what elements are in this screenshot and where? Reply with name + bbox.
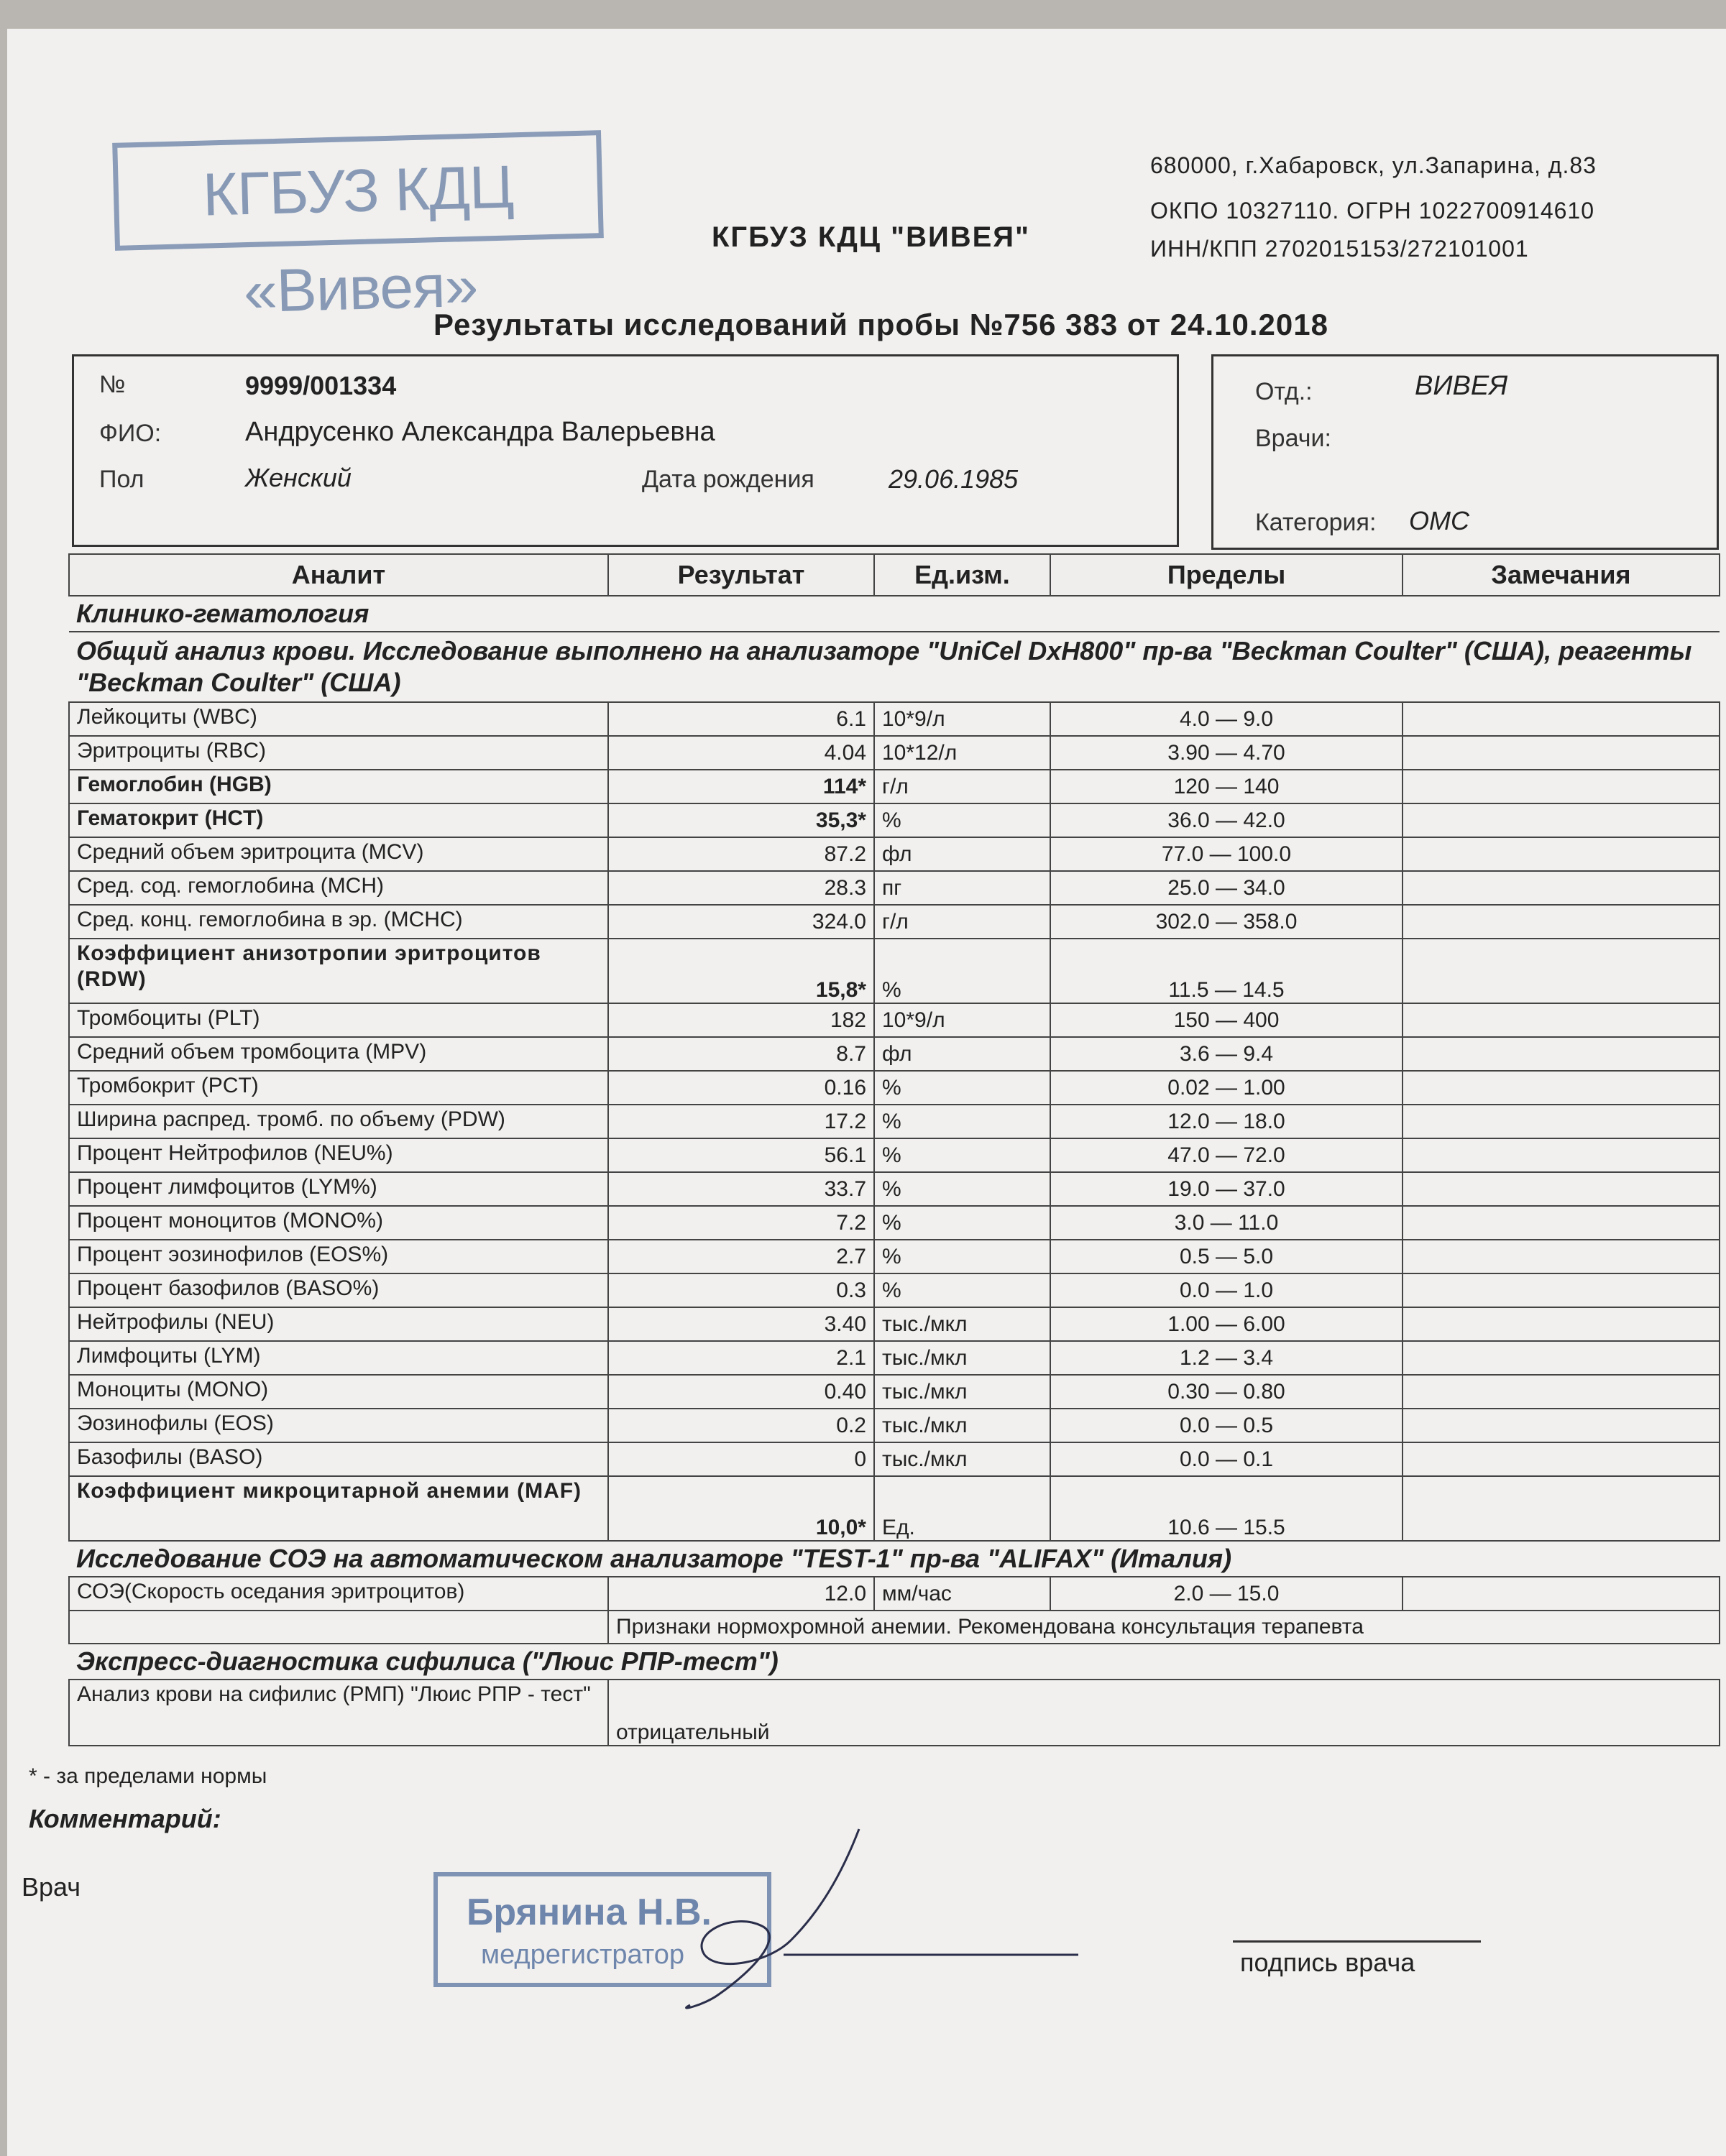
table-row: [69, 905, 1720, 939]
table-row: [69, 837, 1720, 871]
analyte-remark: [1403, 939, 1720, 1003]
analyte-unit: %: [874, 1273, 1050, 1307]
analyte-unit: тыс./мкл: [874, 1307, 1050, 1341]
table-row: [69, 871, 1720, 905]
analyte-unit: %: [874, 1138, 1050, 1172]
analyte-remark: [1403, 1003, 1720, 1037]
analyte-name: Коэффициент микроцитарной анемии (MAF): [69, 1476, 608, 1541]
analyte-result: 15,8*: [608, 939, 874, 1003]
analyte-unit: %: [874, 803, 1050, 837]
analyte-result: 3.40: [608, 1307, 874, 1341]
patient-fio-label: ФИО:: [99, 420, 162, 447]
analyte-remark: [1403, 1037, 1720, 1071]
analyte-remark: [1403, 905, 1720, 939]
analyte-range: 3.90 — 4.70: [1050, 736, 1403, 770]
analyte-name: Гемоглобин (HGB): [69, 770, 608, 803]
analyte-unit: тыс./мкл: [874, 1442, 1050, 1476]
signature-label: подпись врача: [1240, 1948, 1415, 1977]
patient-number-value: 9999/001334: [245, 371, 397, 400]
analyte-range: 0.0 — 0.1: [1050, 1442, 1403, 1476]
section-title: Экспресс-диагностика сифилиса ("Люис РПР-тест"): [69, 1644, 1720, 1680]
analyte-result: 35,3*: [608, 803, 874, 837]
stamp-name: Брянина Н.В.: [467, 1892, 712, 1933]
analyte-range: 302.0 — 358.0: [1050, 905, 1403, 939]
department-label: Отд.:: [1255, 378, 1313, 405]
section-title: Клинико-гематология: [69, 596, 1720, 632]
analyte-name: Средний объем эритроцита (MCV): [69, 837, 608, 871]
stamp-role: медрегистратор: [481, 1940, 685, 1970]
analyte-name: Лейкоциты (WBC): [69, 702, 608, 736]
table-row: [69, 1105, 1720, 1138]
analyte-name: Анализ крови на сифилис (РМП) "Люис РПР - тест": [69, 1680, 608, 1746]
analyte-range: 19.0 — 37.0: [1050, 1172, 1403, 1206]
analyte-name: Моноциты (MONO): [69, 1375, 608, 1409]
remark-empty-cell: [69, 1611, 608, 1644]
table-row: [69, 1375, 1720, 1409]
analyte-name: Тромбоциты (PLT): [69, 1003, 608, 1037]
analyte-remark: [1403, 871, 1720, 905]
analyte-remark: [1403, 837, 1720, 871]
analyte-remark: [1403, 803, 1720, 837]
analyte-unit: фл: [874, 837, 1050, 871]
analyte-unit: 10*9/л: [874, 1003, 1050, 1037]
analyte-unit: %: [874, 1105, 1050, 1138]
table-row: [69, 702, 1720, 736]
analyte-remark: [1403, 1138, 1720, 1172]
analyte-remark: [1403, 736, 1720, 770]
header-unit: Ед.изм.: [874, 554, 1050, 596]
table-row: [69, 1037, 1720, 1071]
organization-name: КГБУЗ КДЦ "ВИВЕЯ": [712, 221, 1031, 253]
doctors-label: Врачи:: [1255, 425, 1331, 452]
analyte-remark: [1403, 1071, 1720, 1105]
analyte-unit: %: [874, 1206, 1050, 1240]
table-row: [69, 803, 1720, 837]
analyte-result: 56.1: [608, 1138, 874, 1172]
analyte-result: 6.1: [608, 702, 874, 736]
analyte-remark: [1403, 702, 1720, 736]
analyte-result: 0.2: [608, 1409, 874, 1442]
header-range: Пределы: [1050, 554, 1403, 596]
analyte-range: 1.2 — 3.4: [1050, 1341, 1403, 1375]
analyte-result: 2.7: [608, 1240, 874, 1273]
category-label: Категория:: [1255, 509, 1377, 536]
analyte-unit: тыс./мкл: [874, 1409, 1050, 1442]
table-row: [69, 1172, 1720, 1206]
analyte-range: 47.0 — 72.0: [1050, 1138, 1403, 1172]
analyte-range: 0.30 — 0.80: [1050, 1375, 1403, 1409]
section-row: [69, 1644, 1720, 1680]
analyte-range: 0.5 — 5.0: [1050, 1240, 1403, 1273]
patient-info-box: [72, 354, 1179, 547]
analyte-result: 0.16: [608, 1071, 874, 1105]
analyte-unit: мм/час: [874, 1577, 1050, 1611]
analyte-remark: [1403, 1476, 1720, 1541]
analyte-remark: [1403, 1206, 1720, 1240]
remark-row: [69, 1611, 1720, 1644]
analyte-result: 28.3: [608, 871, 874, 905]
analyte-range: 77.0 — 100.0: [1050, 837, 1403, 871]
analyte-name: Нейтрофилы (NEU): [69, 1307, 608, 1341]
table-row: [69, 1476, 1720, 1541]
patient-dob-value: 29.06.1985: [889, 464, 1019, 494]
analyte-range: 11.5 — 14.5: [1050, 939, 1403, 1003]
analyte-range: 10.6 — 15.5: [1050, 1476, 1403, 1541]
analyte-range: 0.0 — 1.0: [1050, 1273, 1403, 1307]
patient-sex-label: Пол: [99, 466, 144, 493]
analyte-result: 7.2: [608, 1206, 874, 1240]
analyte-unit: фл: [874, 1037, 1050, 1071]
table-row: [69, 736, 1720, 770]
analyte-remark: [1403, 1307, 1720, 1341]
section-row: [69, 1541, 1720, 1577]
remark-text: Признаки нормохромной анемии. Рекомендована консультация терапевта: [608, 1611, 1720, 1644]
header-result: Результат: [608, 554, 874, 596]
table-row: [69, 1409, 1720, 1442]
analyte-unit: г/л: [874, 770, 1050, 803]
analyte-unit: тыс./мкл: [874, 1341, 1050, 1375]
document-title: Результаты исследований пробы №756 383 от 24.10.2018: [433, 308, 1328, 341]
table-row: [69, 1003, 1720, 1037]
analyte-name: Базофилы (BASO): [69, 1442, 608, 1476]
analyte-range: 3.0 — 11.0: [1050, 1206, 1403, 1240]
analyte-range: 2.0 — 15.0: [1050, 1577, 1403, 1611]
analyte-result: 324.0: [608, 905, 874, 939]
analyte-unit: %: [874, 939, 1050, 1003]
analyte-unit: %: [874, 1240, 1050, 1273]
analyte-remark: [1403, 1341, 1720, 1375]
table-row: [69, 1240, 1720, 1273]
header-analyte: Аналит: [69, 554, 608, 596]
signature-line: [1233, 1940, 1481, 1943]
analyte-result: 182: [608, 1003, 874, 1037]
table-header-row: [69, 554, 1720, 596]
organization-address: 680000, г.Хабаровск, ул.Запарина, д.83: [1150, 152, 1597, 178]
analyte-name: Процент моноцитов (MONO%): [69, 1206, 608, 1240]
table-row: [69, 1442, 1720, 1476]
analyte-name: Средний объем тромбоцита (MPV): [69, 1037, 608, 1071]
analyte-result: 0: [608, 1442, 874, 1476]
analyte-remark: [1403, 770, 1720, 803]
analyte-name: Лимфоциты (LYM): [69, 1341, 608, 1375]
analyte-name: Сред. сод. гемоглобина (MCH): [69, 871, 608, 905]
analyte-unit: Ед.: [874, 1476, 1050, 1541]
analyte-name: Коэффициент анизотропии эритроцитов (RDW): [69, 939, 608, 1003]
handwritten-signature: [676, 1825, 1078, 2027]
organization-okpo-ogrn: ОКПО 10327110. ОГРН 1022700914610: [1150, 198, 1595, 224]
analyte-result: 4.04: [608, 736, 874, 770]
analyte-range: 150 — 400: [1050, 1003, 1403, 1037]
analyte-result: 0.3: [608, 1273, 874, 1307]
table-row: [69, 1206, 1720, 1240]
analyte-result: 17.2: [608, 1105, 874, 1138]
analyte-range: 36.0 — 42.0: [1050, 803, 1403, 837]
analyte-name: Процент лимфоцитов (LYM%): [69, 1172, 608, 1206]
organization-inn-kpp: ИНН/КПП 2702015153/272101001: [1150, 236, 1529, 262]
analyte-range: 0.02 — 1.00: [1050, 1071, 1403, 1105]
analyte-result: 12.0: [608, 1577, 874, 1611]
analyte-result: 8.7: [608, 1037, 874, 1071]
analyte-result: 87.2: [608, 837, 874, 871]
table-row: [69, 770, 1720, 803]
analyte-remark: [1403, 1577, 1720, 1611]
analyte-remark: [1403, 1375, 1720, 1409]
analyte-unit: тыс./мкл: [874, 1375, 1050, 1409]
analyte-result: 2.1: [608, 1341, 874, 1375]
analyte-range: 25.0 — 34.0: [1050, 871, 1403, 905]
analyte-name: Эритроциты (RBC): [69, 736, 608, 770]
analyte-remark: [1403, 1172, 1720, 1206]
analyte-name: Сред. конц. гемоглобина в эр. (MCHC): [69, 905, 608, 939]
analyte-range: 4.0 — 9.0: [1050, 702, 1403, 736]
table-row: [69, 1138, 1720, 1172]
analyte-name: Гематокрит (HCT): [69, 803, 608, 837]
analyte-name: Процент Нейтрофилов (NEU%): [69, 1138, 608, 1172]
header-remarks: Замечания: [1403, 554, 1720, 596]
table-row: [69, 1577, 1720, 1611]
table-row: [69, 1071, 1720, 1105]
analyte-unit: %: [874, 1071, 1050, 1105]
section-title: Исследование СОЭ на автоматическом анализаторе "TEST-1" пр-ва "ALIFAX" (Италия): [69, 1541, 1720, 1577]
analyte-remark: [1403, 1442, 1720, 1476]
analyte-range: 3.6 — 9.4: [1050, 1037, 1403, 1071]
analyte-name: Эозинофилы (EOS): [69, 1409, 608, 1442]
category-value: ОМС: [1409, 506, 1469, 535]
doctor-label: Врач: [22, 1872, 81, 1902]
table-row: [69, 939, 1720, 1003]
table-row: [69, 1273, 1720, 1307]
patient-number-label: №: [99, 371, 126, 398]
analyte-range: 1.00 — 6.00: [1050, 1307, 1403, 1341]
patient-fio-value: Андрусенко Александра Валерьевна: [245, 417, 715, 447]
department-value: ВИВЕЯ: [1415, 371, 1508, 401]
analyte-unit: 10*12/л: [874, 736, 1050, 770]
analyte-range: 0.0 — 0.5: [1050, 1409, 1403, 1442]
analyte-name: Процент базофилов (BASO%): [69, 1273, 608, 1307]
analyte-unit: 10*9/л: [874, 702, 1050, 736]
analyte-unit: пг: [874, 871, 1050, 905]
organization-stamp: КГБУЗ КДЦ «Вивея»: [112, 130, 604, 251]
analyte-name: Тромбокрит (PCT): [69, 1071, 608, 1105]
analyte-result: 0.40: [608, 1375, 874, 1409]
section-subtitle: Общий анализ крови. Исследование выполнено на анализаторе "UniCel DxH800" пр-ва "Beckman Coulter" (США), реагенты "Beckman Coulter" (США): [69, 632, 1720, 702]
analyte-range: 12.0 — 18.0: [1050, 1105, 1403, 1138]
table-row: [69, 1341, 1720, 1375]
patient-dob-label: Дата рождения: [642, 466, 814, 493]
footnote: * - за пределами нормы: [29, 1764, 267, 1788]
analyte-unit: %: [874, 1172, 1050, 1206]
analyte-remark: [1403, 1240, 1720, 1273]
analyte-range: 120 — 140: [1050, 770, 1403, 803]
analyte-name: Ширина распред. тромб. по объему (PDW): [69, 1105, 608, 1138]
analyte-result: 114*: [608, 770, 874, 803]
patient-sex-value: Женский: [245, 463, 352, 492]
table-row: [69, 1307, 1720, 1341]
analyte-result: 10,0*: [608, 1476, 874, 1541]
section-subtitle-row: [69, 632, 1720, 702]
analyte-unit: г/л: [874, 905, 1050, 939]
analyte-result: отрицательный: [608, 1680, 1720, 1746]
comment-label: Комментарий:: [29, 1804, 221, 1833]
results-table: [68, 553, 1720, 1746]
section-row: [69, 596, 1720, 632]
analyte-result: 33.7: [608, 1172, 874, 1206]
analyte-remark: [1403, 1105, 1720, 1138]
analyte-name: СОЭ(Скорость оседания эритроцитов): [69, 1577, 608, 1611]
department-info-box: [1211, 354, 1719, 550]
table-row: [69, 1680, 1720, 1746]
analyte-remark: [1403, 1273, 1720, 1307]
analyte-name: Процент эозинофилов (EOS%): [69, 1240, 608, 1273]
analyte-remark: [1403, 1409, 1720, 1442]
